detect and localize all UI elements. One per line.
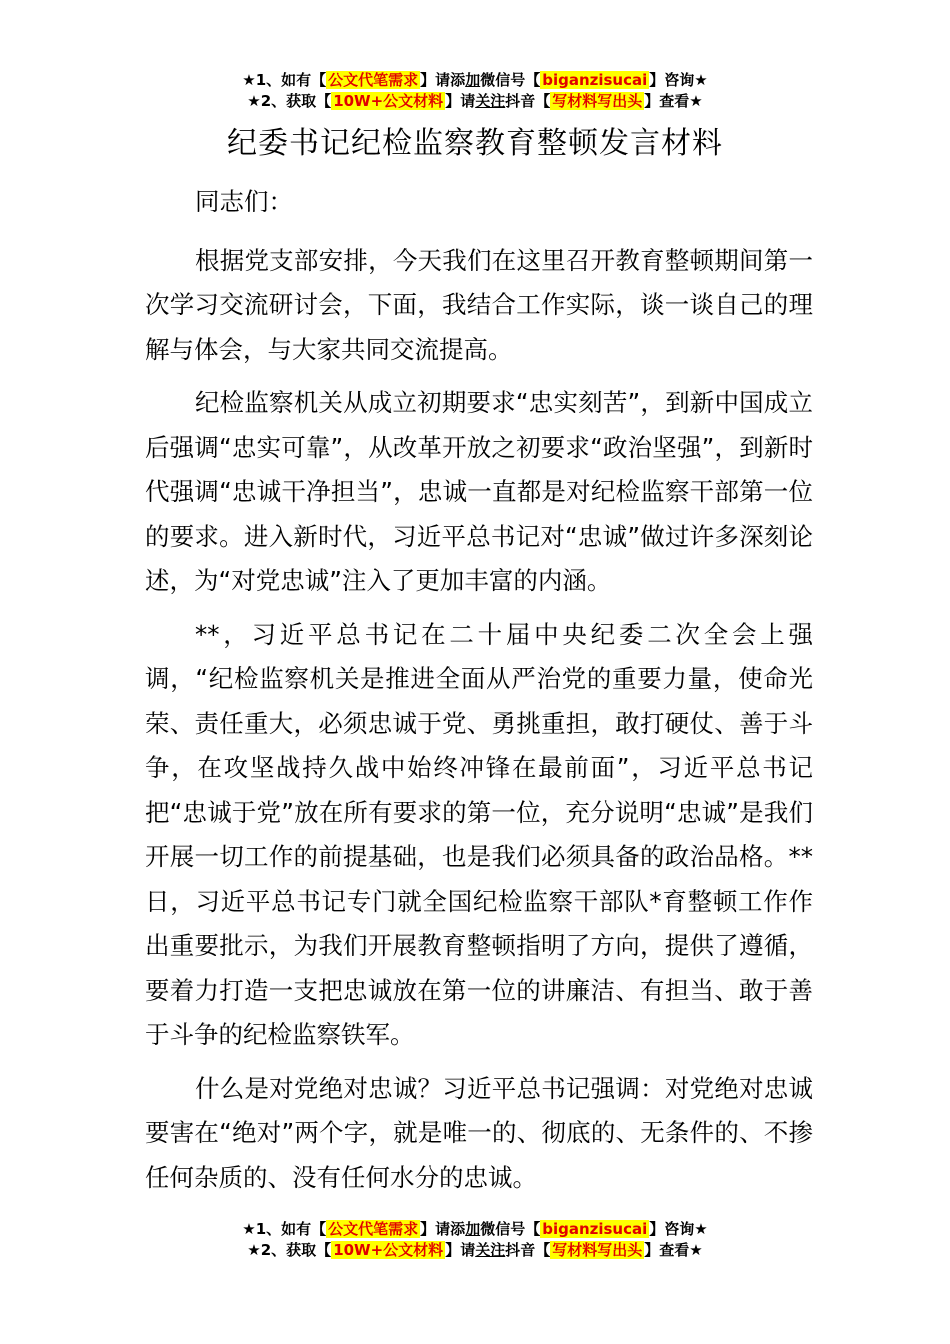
banner-highlight: biganzisucai [542, 71, 648, 89]
document-body [145, 180, 813, 1202]
document-title: 纪委书记纪检监察教育整顿发言材料 [227, 126, 723, 161]
banner-highlight: 写材料写出头 [552, 92, 643, 110]
banner-highlight: 10W+公文材料 [333, 92, 444, 110]
banner-text: 】查看★ [644, 1241, 703, 1259]
banner-line-2 [0, 1240, 950, 1261]
banner-text: 抖音【 [505, 92, 551, 110]
banner-highlight: 写材料写出头 [552, 1241, 643, 1259]
banner-text: 】请添 [420, 1220, 466, 1238]
banner-highlight: 10W+公文材料 [333, 1241, 444, 1259]
banner-line-1 [0, 70, 950, 91]
banner-text: 微信号【 [480, 1220, 541, 1238]
banner-text: 】请 [445, 92, 476, 110]
banner-highlight: biganzisucai [542, 1220, 648, 1238]
banner-highlight: 公文代笔需求 [328, 71, 419, 89]
greeting: 同志们： [195, 187, 293, 216]
banner-text: ★2、获取【 [247, 92, 332, 110]
banner-emphasis: 关注 [475, 1241, 506, 1259]
banner-emphasis: 关注 [475, 92, 506, 110]
banner-text: ★1、如有【 [242, 71, 327, 89]
banner-text: 】查看★ [644, 92, 703, 110]
paragraph: 根据党支部安排，今天我们在这里召开教育整顿期间第一次学习交流研讨会，下面，我结合工作实际，谈一谈自己的理解与体会，与大家共同交流提高。 [145, 245, 813, 364]
banner-text: 抖音【 [505, 1241, 551, 1259]
paragraph: 纪检监察机关从成立初期要求“忠实刻苦”，到新中国成立后强调“忠实可靠”，从改革开放之初要求“政治坚强”，到新时代强调“忠诚干净担当”，忠诚一直都是对纪检监察干部第一位的要求。进入新时代，习近平总书记对“忠诚”做过许多深刻论述，为“对党忠诚”注入了更加丰富的内涵。 [145, 388, 813, 595]
banner-text: 】咨询★ [649, 71, 708, 89]
banner-text: 微信号【 [480, 71, 541, 89]
banner-line-2 [0, 91, 950, 112]
banner-highlight: 公文代笔需求 [328, 1220, 419, 1238]
banner-text: 】请 [445, 1241, 476, 1259]
banner-emphasis: 加 [465, 71, 481, 89]
banner-text: ★2、获取【 [247, 1241, 332, 1259]
banner-text: 】咨询★ [649, 1220, 708, 1238]
banner-emphasis: 加 [465, 1220, 481, 1238]
footer-banner [0, 1219, 950, 1261]
header-banner [0, 70, 950, 112]
paragraph: **，习近平总书记在二十届中央纪委二次全会上强调，“纪检监察机关是推进全面从严治党的重要力量，使命光荣、责任重大，必须忠诚于党、勇挑重担，敢打硬仗、善于斗争，在攻坚战持久战中始终冲锋在最前面”，习近平总书记把“忠诚于党”放在所有要求的第一位，充分说明“忠诚”是我们开展一切工作的前提基础，也是我们必须具备的政治品格。**日，习近平总书记专门就全国纪检监察干部队*育整顿工作作出重要批示，为我们开展教育整顿指明了方向，提供了遵循，要着力打造一支把忠诚放在第一位的讲廉洁、有担当、敢于善于斗争的纪检监察铁军。 [145, 619, 813, 1049]
banner-line-1 [0, 1219, 950, 1240]
paragraph: 什么是对党绝对忠诚？习近平总书记强调：对党绝对忠诚要害在“绝对”两个字，就是唯一的、彻底的、无条件的、不掺任何杂质的、没有任何水分的忠诚。 [145, 1073, 813, 1192]
banner-text: ★1、如有【 [242, 1220, 327, 1238]
banner-text: 】请添 [420, 71, 466, 89]
